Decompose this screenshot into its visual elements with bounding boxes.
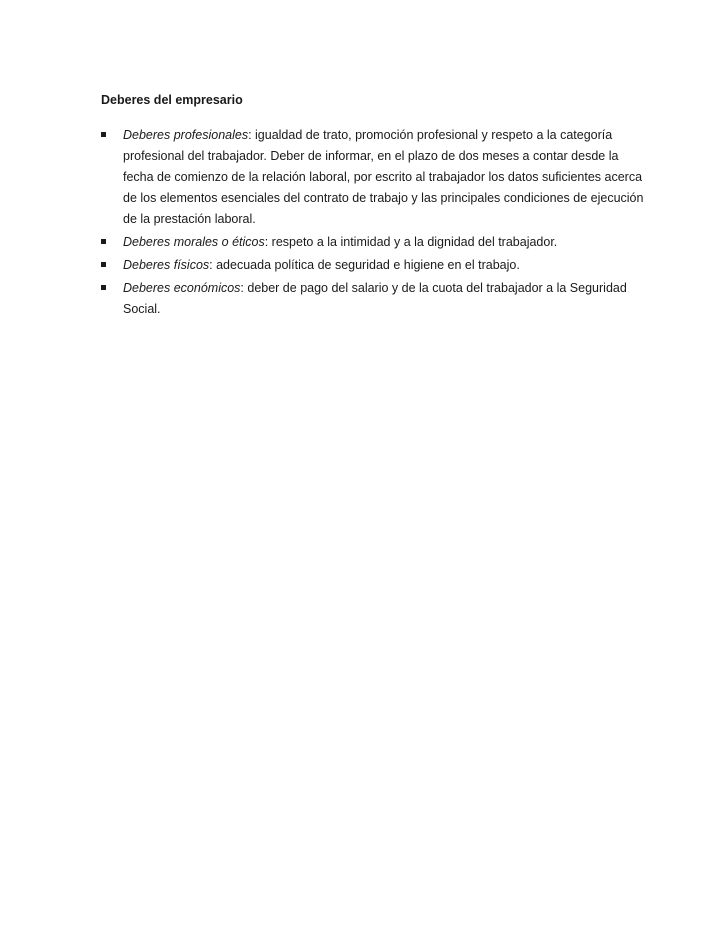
item-first-line xyxy=(123,278,631,299)
square-bullet-icon xyxy=(101,285,106,290)
item-text-line: de la prestación laboral. xyxy=(123,212,256,226)
section-heading: Deberes del empresario xyxy=(101,93,243,107)
item-text-line: fecha de comienzo de la relación laboral, por escrito al trabajador los datos suficientes acerca xyxy=(123,170,643,184)
item-text: : igualdad de trato, promoción profesional y respeto a la categoría xyxy=(248,128,613,142)
item-term: Deberes profesionales xyxy=(123,128,249,142)
list-item-physical-duties xyxy=(101,255,631,276)
duties-list xyxy=(101,125,644,322)
item-text-line: de los elementos esenciales del contrato de trabajo y las principales condiciones de ejecución xyxy=(123,191,644,205)
list-item-economic-duties xyxy=(101,278,631,320)
item-text-line: profesional del trabajador. Deber de informar, en el plazo de dos meses a contar desde la xyxy=(123,149,619,163)
item-term: Deberes económicos xyxy=(123,281,241,295)
square-bullet-icon xyxy=(101,262,106,267)
list-item-professional-duties xyxy=(101,125,644,230)
square-bullet-icon xyxy=(101,239,106,244)
square-bullet-icon xyxy=(101,132,106,137)
item-text: : adecuada política de seguridad e higiene en el trabajo. xyxy=(209,258,520,272)
item-first-line xyxy=(123,232,631,253)
item-text: : deber de pago del salario y de la cuota del trabajador a la Seguridad xyxy=(240,281,627,295)
item-term: Deberes morales o éticos xyxy=(123,235,265,249)
item-term: Deberes físicos xyxy=(123,258,210,272)
item-first-line xyxy=(123,125,631,146)
item-first-line xyxy=(123,255,631,276)
item-text-line: Social. xyxy=(123,302,161,316)
item-text: : respeto a la intimidad y a la dignidad del trabajador. xyxy=(264,235,558,249)
list-item-moral-duties xyxy=(101,232,631,253)
